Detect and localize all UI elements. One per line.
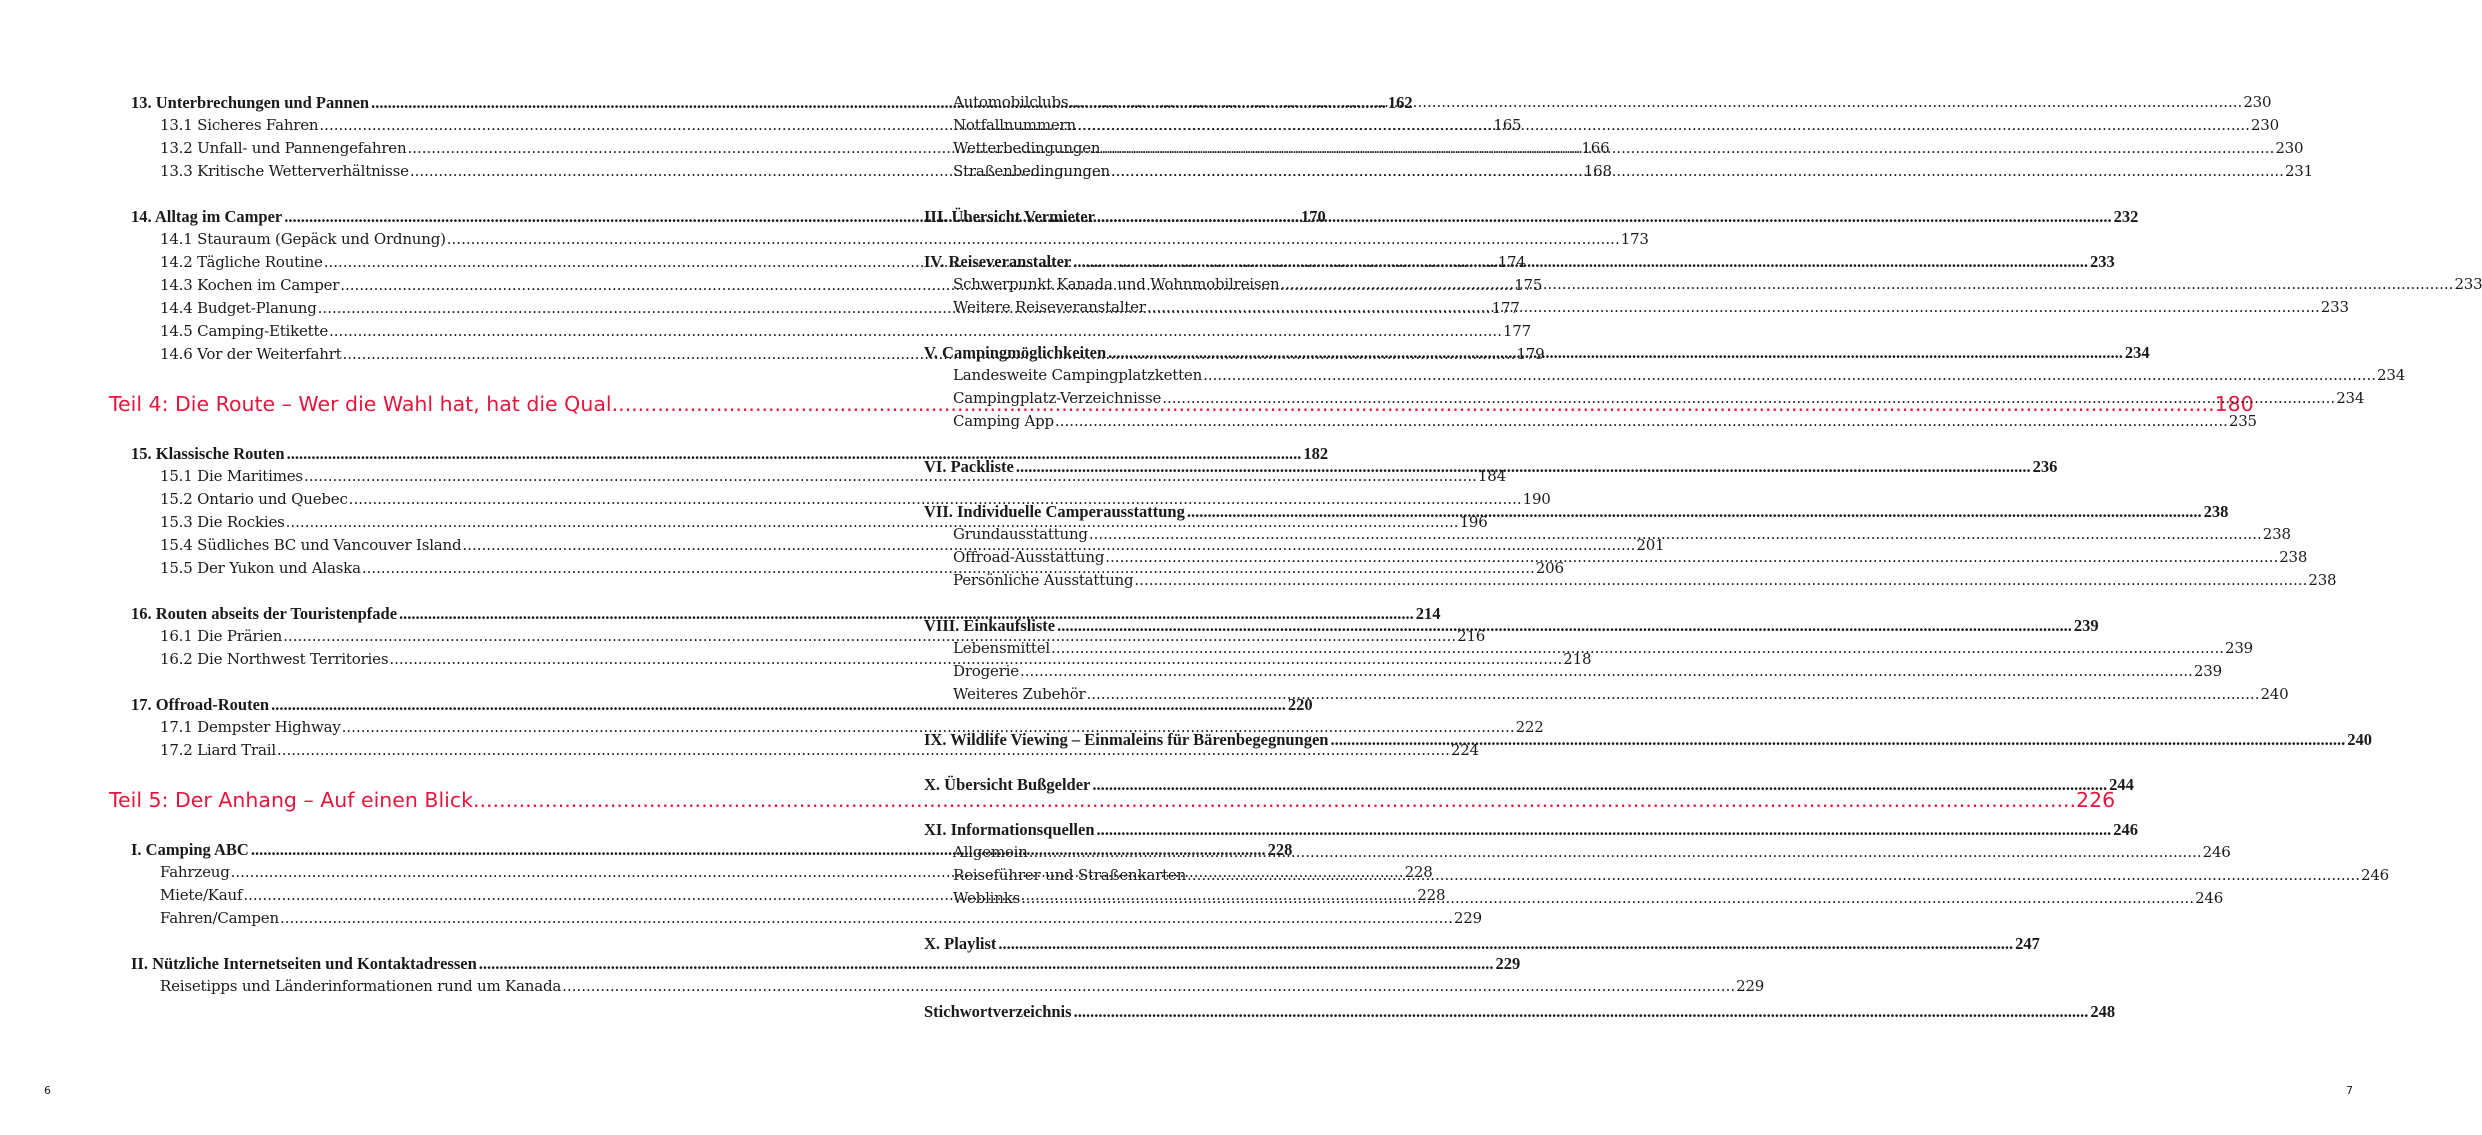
- toc-entry-page-number: 226: [2076, 788, 2116, 812]
- dot-leader: [1187, 864, 2360, 887]
- toc-entry-page-number: 170: [1300, 207, 1326, 226]
- toc-entry-page-number: 216: [1457, 627, 1486, 645]
- toc-subsection-entry[interactable]: [953, 660, 2222, 683]
- dot-leader: [1077, 114, 2250, 137]
- toc-subsection-entry[interactable]: [953, 841, 2231, 864]
- spacer: [109, 930, 705, 952]
- toc-entry-page-number: 236: [2032, 457, 2058, 476]
- toc-subsection-entry[interactable]: [953, 91, 2272, 114]
- dot-leader: [1330, 728, 2345, 751]
- spacer: [109, 580, 705, 602]
- dot-leader: [1108, 341, 2123, 364]
- toc-entry-title: 15.1 Die Maritimes: [160, 467, 303, 485]
- page-number-left: 6: [44, 1084, 51, 1097]
- toc-entry-title: Drogerie: [953, 662, 1019, 680]
- toc-entry-page-number: 179: [1516, 345, 1545, 363]
- dot-leader: [1097, 205, 2112, 228]
- toc-entry-title: VII. Individuelle Camperausstattung: [924, 502, 1185, 521]
- dot-leader: [998, 932, 2013, 955]
- dot-leader: [1162, 387, 2335, 410]
- toc-subsection-entry[interactable]: [953, 569, 2337, 592]
- toc-entry-title: 14.2 Tägliche Routine: [160, 253, 323, 271]
- toc-entry-page-number: 244: [2109, 775, 2134, 794]
- toc-entry-page-number: 229: [1495, 954, 1521, 973]
- dot-leader: [1051, 637, 2224, 660]
- toc-entry-page-number: 228: [1267, 840, 1293, 859]
- toc-entry-page-number: 220: [1287, 695, 1313, 714]
- toc-entry-page-number: 246: [2195, 889, 2224, 907]
- toc-entry-title: Camping App: [953, 412, 1054, 430]
- dot-leader: [1134, 569, 2307, 592]
- toc-entry-page-number: 234: [2124, 343, 2150, 362]
- toc-entry-title: X. Übersicht Bußgelder: [924, 775, 1091, 794]
- toc-chapter-entry[interactable]: [131, 602, 1441, 625]
- toc-entry-title: Stichwortverzeichnis: [924, 1002, 1072, 1021]
- dot-leader: [1069, 91, 2242, 114]
- toc-chapter-entry[interactable]: [924, 205, 2139, 228]
- toc-entry-title: Reiseführer und Straßenkarten: [953, 866, 1187, 884]
- toc-entry-page-number: 239: [2193, 662, 2222, 680]
- dot-leader: [1074, 1000, 2089, 1023]
- toc-entry-page-number: 175: [1514, 276, 1543, 294]
- toc-entry-title: Lebensmittel: [953, 639, 1051, 657]
- toc-entry-page-number: 184: [1477, 467, 1506, 485]
- toc-entry-page-number: 224: [1450, 741, 1479, 759]
- toc-entry-page-number: 166: [1581, 139, 1610, 157]
- spacer: [924, 978, 1498, 1000]
- toc-entry-page-number: 206: [1535, 559, 1564, 577]
- toc-entry-page-number: 233: [2454, 275, 2482, 293]
- toc-part-heading[interactable]: [109, 785, 2116, 815]
- toc-entry-page-number: 168: [1583, 162, 1612, 180]
- toc-entry-page-number: 177: [1502, 322, 1531, 340]
- toc-entry-title: 13. Unterbrechungen und Pannen: [131, 93, 370, 112]
- dot-leader: [1087, 683, 2260, 706]
- dot-leader: [1057, 614, 2072, 637]
- toc-entry-title: 13.2 Unfall- und Pannengefahren: [160, 139, 407, 157]
- toc-entry-page-number: 239: [2224, 639, 2254, 657]
- toc-entry-title: Weiteres Zubehör: [953, 685, 1086, 703]
- toc-chapter-entry[interactable]: [924, 773, 2134, 796]
- toc-entry-title: Schwerpunkt Kanada und Wohnmobilreisen: [953, 275, 1280, 293]
- toc-entry-title: 16.2 Die Northwest Territories: [160, 650, 389, 668]
- spacer: [924, 955, 1498, 978]
- toc-entry-page-number: 196: [1459, 513, 1488, 531]
- dot-leader: [1280, 273, 2453, 296]
- toc-chapter-entry[interactable]: [924, 500, 2229, 523]
- toc-entry-title: III. Übersicht Vermieter: [924, 207, 1095, 226]
- toc-entry-title: 15.3 Die Rockies: [160, 513, 285, 531]
- toc-entry-title: Allgemein: [953, 843, 1028, 861]
- toc-entry-page-number: 235: [2228, 412, 2257, 430]
- toc-subsection-entry[interactable]: [953, 683, 2289, 706]
- toc-entry-page-number: 180: [2214, 392, 2254, 416]
- toc-entry-title: IX. Wildlife Viewing – Einmaleins für Bärenbegegnungen: [924, 730, 1329, 749]
- dot-leader: [1073, 250, 2088, 273]
- toc-entry-page-number: 201: [1636, 536, 1665, 554]
- spacer: [924, 592, 1498, 614]
- toc-entry-title: Reisetipps und Länderinformationen rund um Kanada: [160, 977, 562, 995]
- spacer: [924, 706, 1498, 728]
- spacer: [109, 762, 705, 785]
- toc-entry-page-number: 234: [2377, 366, 2406, 384]
- toc-subsection-entry[interactable]: [953, 887, 2224, 910]
- toc-entry-page-number: 232: [2113, 207, 2139, 226]
- toc-entry-title: Campingplatz-Verzeichnisse: [953, 389, 1162, 407]
- dot-leader: [1111, 160, 2284, 183]
- toc-entry-title: Wetterbedingungen: [953, 139, 1101, 157]
- toc-entry-page-number: 228: [1404, 863, 1433, 881]
- dot-leader: [1016, 455, 2031, 478]
- toc-entry-title: 16. Routen abseits der Touristenpfade: [131, 604, 398, 623]
- dot-leader: [1105, 546, 2278, 569]
- toc-entry-title: 17.2 Liard Trail: [160, 741, 276, 759]
- toc-entry-title: 15.5 Der Yukon und Alaska: [160, 559, 361, 577]
- toc-entry-title: 17. Offroad-Routen: [131, 695, 270, 714]
- toc-entry-page-number: 214: [1415, 604, 1441, 623]
- toc-entry-title: Fahrzeug: [160, 863, 230, 881]
- spacer: [109, 815, 705, 838]
- toc-entry-title: 14.3 Kochen im Camper: [160, 276, 340, 294]
- toc-entry-page-number: 238: [2262, 525, 2291, 543]
- toc-subsection-entry[interactable]: [160, 488, 1551, 511]
- toc-entry-page-number: 177: [1491, 299, 1520, 317]
- spacer: [924, 910, 1498, 932]
- toc-entry-page-number: 230: [2243, 93, 2272, 111]
- toc-entry-page-number: 233: [2320, 298, 2349, 316]
- dot-leader: [1020, 660, 2193, 683]
- toc-entry-page-number: 238: [2308, 571, 2337, 589]
- toc-entry-title: Grundausstattung: [953, 525, 1088, 543]
- toc-entry-title: 15.2 Ontario und Quebec: [160, 490, 348, 508]
- toc-subsection-entry[interactable]: [160, 975, 1765, 998]
- toc-entry-title: Teil 5: Der Anhang – Auf einen Blick: [109, 788, 473, 812]
- toc-chapter-entry[interactable]: [131, 442, 1329, 465]
- toc-entry-page-number: 222: [1515, 718, 1544, 736]
- spacer: [924, 183, 1498, 205]
- toc-entry-title: Teil 4: Die Route – Wer die Wahl hat, hat die Qual: [109, 392, 612, 416]
- spacer: [109, 671, 705, 693]
- toc-entry-title: Fahren/Campen: [160, 909, 279, 927]
- toc-entry-title: Persönliche Ausstattung: [953, 571, 1134, 589]
- dot-leader: [1101, 137, 2274, 160]
- toc-subsection-entry[interactable]: [160, 320, 1531, 343]
- toc-entry-title: X. Playlist: [924, 934, 997, 953]
- toc-entry-page-number: 229: [1736, 977, 1765, 995]
- toc-chapter-entry[interactable]: [924, 1000, 2116, 1023]
- toc-entry-page-number: 238: [2203, 502, 2229, 521]
- dot-leader: [1055, 410, 2228, 433]
- toc-entry-title: Miete/Kauf: [160, 886, 243, 904]
- spacer: [924, 228, 1498, 250]
- page-number-right: 7: [2346, 1084, 2353, 1097]
- toc-entry-page-number: 230: [2250, 116, 2279, 134]
- toc-entry-title: 15.4 Südliches BC und Vancouver Island: [160, 536, 462, 554]
- toc-subsection-entry[interactable]: [953, 410, 2257, 433]
- toc-entry-page-number: 218: [1563, 650, 1592, 668]
- toc-entry-title: IV. Reiseveranstalter: [924, 252, 1072, 271]
- toc-chapter-entry[interactable]: [924, 818, 2139, 841]
- toc-entry-title: 17.1 Dempster Highway: [160, 718, 341, 736]
- toc-entry-title: 14. Alltag im Camper: [131, 207, 283, 226]
- toc-entry-title: V. Campingmöglichkeiten: [924, 343, 1107, 362]
- toc-entry-title: VIII. Einkaufsliste: [924, 616, 1056, 635]
- toc-entry-page-number: 162: [1387, 93, 1413, 112]
- toc-chapter-entry[interactable]: [924, 932, 2040, 955]
- toc-subsection-entry[interactable]: [160, 716, 1544, 739]
- toc-entry-title: XI. Informationsquellen: [924, 820, 1095, 839]
- spacer: [924, 433, 1498, 455]
- spacer: [109, 183, 705, 205]
- dot-leader: [1203, 364, 2376, 387]
- dot-leader: [1092, 773, 2107, 796]
- toc-entry-title: Offroad-Ausstattung: [953, 548, 1105, 566]
- toc-entry-page-number: 246: [2361, 866, 2390, 884]
- spacer: [924, 751, 1498, 773]
- toc-entry-title: Straßenbedingungen: [953, 162, 1110, 180]
- dot-leader: [1097, 818, 2112, 841]
- toc-entry-page-number: 165: [1493, 116, 1522, 134]
- toc-chapter-entry[interactable]: [924, 614, 2099, 637]
- toc-entry-page-number: 240: [2347, 730, 2372, 749]
- spacer: [924, 796, 1498, 818]
- toc-entry-title: 13.1 Sicheres Fahren: [160, 116, 319, 134]
- toc-entry-title: Weblinks: [953, 889, 1021, 907]
- toc-entry-title: VI. Packliste: [924, 457, 1014, 476]
- toc-entry-title: 16.1 Die Prärien: [160, 627, 283, 645]
- dot-leader: [1029, 841, 2202, 864]
- toc-chapter-entry[interactable]: [924, 728, 2372, 751]
- toc-entry-title: 14.5 Camping-Etikette: [160, 322, 329, 340]
- toc-entry-title: I. Camping ABC: [131, 840, 249, 859]
- toc-entry-page-number: 246: [2113, 820, 2139, 839]
- toc-entry-page-number: 240: [2260, 685, 2289, 703]
- toc-entry-title: 14.1 Stauraum (Gepäck und Ordnung): [160, 230, 446, 248]
- toc-entry-title: Automobilclubs: [953, 93, 1069, 111]
- toc-entry-title: 15. Klassische Routen: [131, 444, 285, 463]
- toc-entry-page-number: 190: [1522, 490, 1551, 508]
- toc-entry-page-number: 229: [1453, 909, 1482, 927]
- toc-entry-page-number: 174: [1497, 253, 1526, 271]
- toc-entry-page-number: 234: [2336, 389, 2365, 407]
- toc-entry-page-number: 246: [2202, 843, 2231, 861]
- toc-entry-page-number: 248: [2090, 1002, 2116, 1021]
- toc-subsection-entry[interactable]: [160, 228, 1649, 251]
- toc-entry-page-number: 233: [2090, 252, 2115, 271]
- spacer: [109, 366, 705, 389]
- toc-entry-page-number: 247: [2015, 934, 2040, 953]
- toc-entry-title: 13.3 Kritische Wetterverhältnisse: [160, 162, 409, 180]
- spacer: [924, 478, 1498, 500]
- toc-entry-title: Landesweite Campingplatzketten: [953, 366, 1203, 384]
- spacer: [924, 319, 1498, 341]
- toc-entry-page-number: 182: [1303, 444, 1329, 463]
- dot-leader: [1021, 887, 2194, 910]
- dot-leader: [1147, 296, 2320, 319]
- toc-entry-page-number: 238: [2279, 548, 2308, 566]
- toc-subsection-entry[interactable]: [160, 907, 1482, 930]
- dot-leader: [1089, 523, 2262, 546]
- spacer: [109, 419, 705, 442]
- toc-entry-page-number: 228: [1417, 886, 1446, 904]
- toc-entry-title: 14.6 Vor der Weiterfahrt: [160, 345, 342, 363]
- toc-entry-page-number: 231: [2284, 162, 2313, 180]
- toc-entry-title: 14.4 Budget-Planung: [160, 299, 317, 317]
- dot-leader: [1187, 500, 2202, 523]
- toc-entry-page-number: 239: [2073, 616, 2099, 635]
- toc-entry-page-number: 230: [2275, 139, 2304, 157]
- toc-chapter-entry[interactable]: [131, 952, 1521, 975]
- toc-subsection-entry[interactable]: [953, 364, 2406, 387]
- toc-subsection-entry[interactable]: [953, 864, 2390, 887]
- toc-entry-page-number: 173: [1620, 230, 1649, 248]
- toc-entry-title: Notfallnummern: [953, 116, 1076, 134]
- toc-entry-title: Weitere Reiseveranstalter: [953, 298, 1146, 316]
- toc-entry-title: II. Nützliche Internetseiten und Kontaktadressen: [131, 954, 477, 973]
